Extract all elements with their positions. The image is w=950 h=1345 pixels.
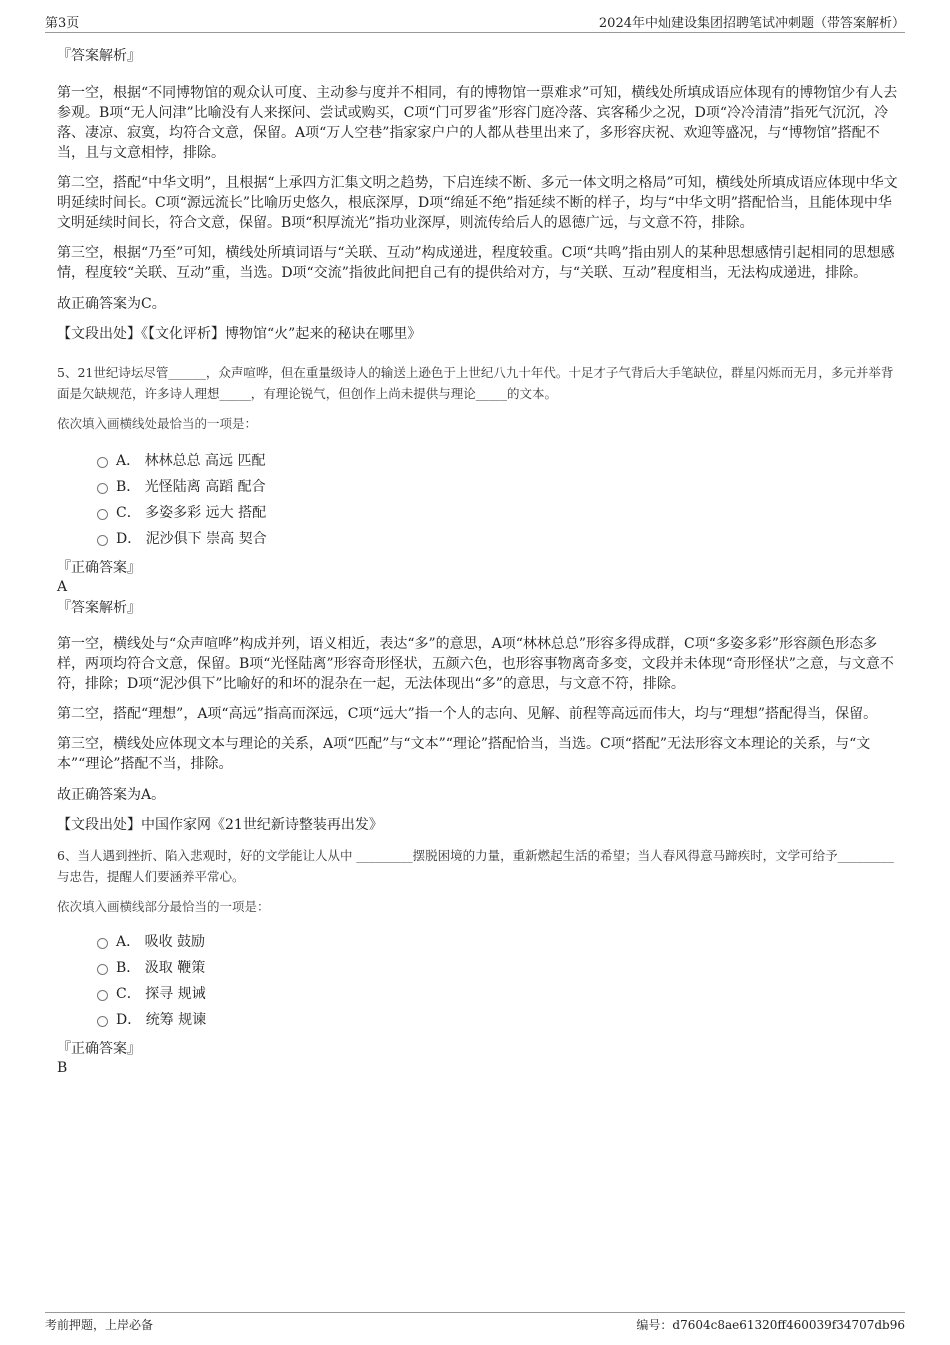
radio-button[interactable] (97, 509, 108, 520)
option-b[interactable]: B． 光怪陆离 高蹈 配合 (57, 474, 898, 500)
analysis-label: 『答案解析』 (57, 48, 141, 64)
radio-button[interactable] (97, 1016, 108, 1027)
question-6-options (57, 929, 898, 1033)
option-c[interactable]: C． 探寻 规诫 (57, 981, 898, 1007)
correct-answer-label: 『正确答案』 (57, 1041, 141, 1057)
question-5-text: 5、21世纪诗坛尽管______，众声喧哗，但在重量级诗人的输送上逊色于上世纪八九十年代。十足才子气背后大手笔缺位，群星闪烁而无月，多元并举背面是欠缺规范，许多诗人理想_____，有理论锐气，但创作上尚未提供与理论_____的文本。 (57, 365, 894, 401)
question-5-options (57, 448, 898, 552)
analysis-label: 『答案解析』 (57, 600, 141, 616)
correct-answer-label: 『正确答案』 (57, 560, 141, 576)
option-d[interactable]: D． 泥沙俱下 崇高 契合 (57, 526, 898, 552)
source-citation: 【文段出处】中国作家网《21世纪新诗整装再出发》 (57, 817, 383, 833)
analysis-paragraph: 第三空，横线处应体现文本与理论的关系，A项“匹配”与“文本”“理论”搭配恰当，当选。C项“搭配”无法形容文本理论的关系，与“文本”“理论”搭配不当，排除。 (57, 736, 871, 772)
document-title: 2024年中灿建设集团招聘笔试冲刺题（带答案解析） (598, 16, 905, 31)
page-number: 第3页 (45, 16, 80, 31)
question-6-text: 6、当人遇到挫折、陷入悲观时，好的文学能让人从中 _________摆脱困境的力量，重新燃起生活的希望；当人春风得意马蹄疾时，文学可给予_________与忠告，提醒人们要涵养平常心。 (57, 848, 894, 884)
footer-slogan: 考前押题，上岸必备 (45, 1318, 154, 1332)
option-c[interactable]: C． 多姿多彩 远大 搭配 (57, 500, 898, 526)
answer-conclusion: 故正确答案为C。 (57, 296, 166, 312)
radio-button[interactable] (97, 483, 108, 494)
radio-button[interactable] (97, 938, 108, 949)
answer-conclusion: 故正确答案为A。 (57, 787, 166, 803)
document-body (57, 44, 898, 1077)
question-5-instruction: 依次填入画横线处最恰当的一项是： (57, 416, 258, 431)
radio-button[interactable] (97, 535, 108, 546)
option-d[interactable]: D． 统筹 规谏 (57, 1007, 898, 1033)
radio-button[interactable] (97, 990, 108, 1001)
correct-answer: A (57, 579, 68, 595)
analysis-paragraph: 第三空，根据“乃至”可知，横线处所填词语与“关联、互动”构成递进，程度较重。C项“共鸣”指由别人的某种思想感情引起相同的思想感情，程度较“关联、互动”重，当选。D项“交流”指彼此间把自己有的提供给对方，与“关联、互动”程度相当，无法构成递进，排除。 (57, 245, 895, 281)
page-footer (45, 1312, 905, 1335)
analysis-paragraph: 第二空，搭配“理想”，A项“高远”指高而深远，C项“远大”指一个人的志向、见解、前程等高远而伟大，均与“理想”搭配得当，保留。 (57, 706, 878, 722)
question-6-instruction: 依次填入画横线部分最恰当的一项是： (57, 899, 270, 914)
option-b[interactable]: B． 汲取 鞭策 (57, 955, 898, 981)
option-a[interactable]: A． 吸收 鼓励 (57, 929, 898, 955)
document-id: 编号：d7604c8ae61320ff460039f34707db96 (636, 1318, 905, 1332)
analysis-paragraph: 第二空，搭配“中华文明”，且根据“上承四方汇集文明之趋势，下启连续不断、多元一体文明之格局”可知，横线处所填成语应体现中华文明延续时间长。C项“源远流长”比喻历史悠久，根底深厚，D项“绵延不绝”指延续不断的样子，均与“中华文明”搭配恰当，且能体现中华文明延续时间长，符合文意，保留。B项“积厚流光”指功业深厚，则流传给后人的恩德广远，与文意不符，排除。 (57, 175, 898, 231)
correct-answer: B (57, 1060, 68, 1076)
option-a[interactable]: A． 林林总总 高远 匹配 (57, 448, 898, 474)
analysis-paragraph: 第一空，横线处与“众声喧哗”构成并列，语义相近，表达“多”的意思，A项“林林总总”形容多得成群，C项“多姿多彩”形容颜色形态多样，两项均符合文意，保留。B项“光怪陆离”形容奇形怪状，五颜六色，也形容事物离奇多变，文段并未体现“奇形怪状”之意，与文意不符，排除；D项“泥沙俱下”比喻好的和坏的混杂在一起，无法体现出“多”的意思，与文意不符，排除。 (57, 636, 894, 692)
radio-button[interactable] (97, 457, 108, 468)
analysis-paragraph: 第一空，根据“不同博物馆的观众认可度、主动参与度并不相同，有的博物馆一票难求”可知，横线处所填成语应体现有的博物馆少有人去参观。B项“无人问津”比喻没有人来探问、尝试或购买，C项“门可罗雀”形容门庭冷落、宾客稀少之况，D项“冷冷清清”指死气沉沉，冷落、凄凉、寂寞，均符合文意，保留。A项“万人空巷”指家家户户的人都从巷里出来了，多形容庆祝、欢迎等盛况，与“博物馆”搭配不当，且与文意相悖，排除。 (57, 85, 898, 161)
source-citation: 【文段出处】《【文化评析】博物馆“火”起来的秘诀在哪里》 (57, 326, 422, 342)
radio-button[interactable] (97, 964, 108, 975)
page-header (45, 12, 905, 33)
